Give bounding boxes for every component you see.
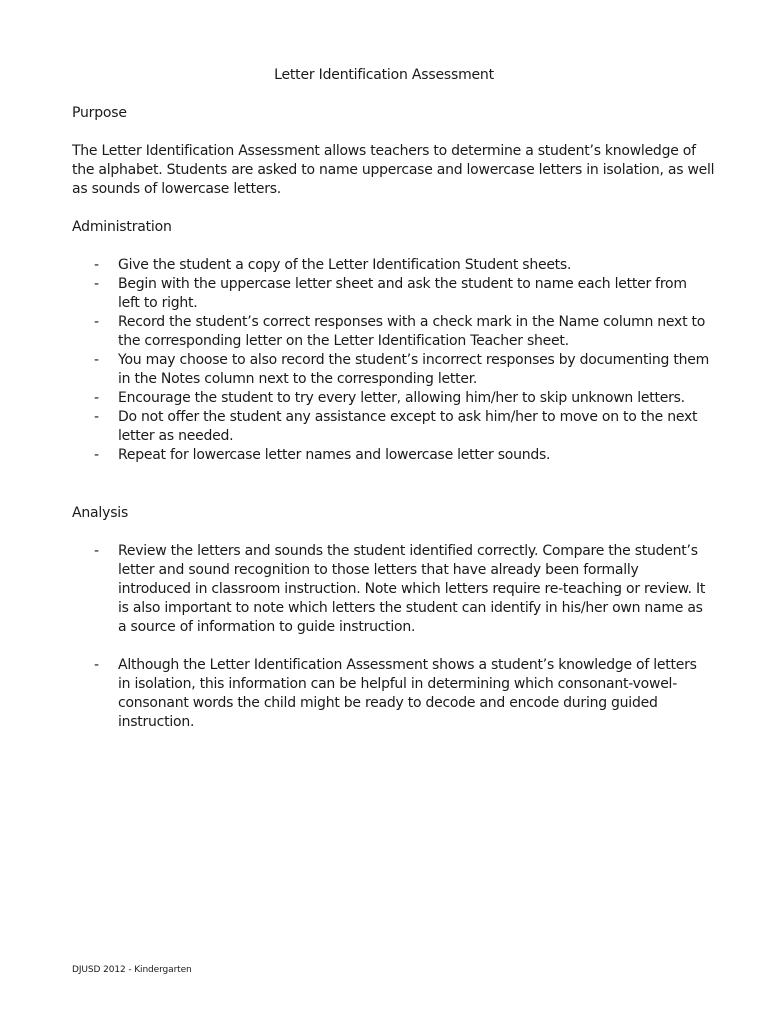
bullet-dash: - <box>94 276 99 292</box>
administration-heading: Administration <box>72 219 172 235</box>
list-item <box>72 389 712 408</box>
bullet-dash: - <box>94 314 99 330</box>
bullet-dash: - <box>94 657 99 673</box>
list-item <box>72 351 712 389</box>
list-item <box>72 256 712 275</box>
bullet-dash: - <box>94 543 99 559</box>
list-item-text: Encourage the student to try every letter, allowing him/her to skip unknown letters. <box>118 390 685 406</box>
list-item-text: Do not offer the student any assistance except to ask him/her to move on to the next letter as needed. <box>118 409 698 444</box>
list-item <box>72 446 712 465</box>
list-item <box>72 275 712 313</box>
purpose-heading: Purpose <box>72 105 127 121</box>
list-item-text: Repeat for lowercase letter names and lowercase letter sounds. <box>118 447 551 463</box>
list-item-text: You may choose to also record the student’s incorrect responses by documenting them in the Notes column next to the corresponding letter. <box>118 352 709 387</box>
list-item-text: Begin with the uppercase letter sheet and ask the student to name each letter from left to right. <box>118 276 687 311</box>
document-title: Letter Identification Assessment <box>274 67 494 83</box>
list-item <box>72 656 712 732</box>
bullet-dash: - <box>94 390 99 406</box>
purpose-paragraph: The Letter Identification Assessment allows teachers to determine a student’s knowledge of the alphabet. Students are asked to name uppercase and lowercase letters in isolation, as well as sounds of lowercase letters. <box>72 143 715 197</box>
list-item <box>72 313 712 351</box>
list-item <box>72 542 712 637</box>
list-item <box>72 408 712 446</box>
analysis-heading: Analysis <box>72 505 129 521</box>
bullet-dash: - <box>94 409 99 425</box>
list-item-text: Although the Letter Identification Assessment shows a student’s knowledge of letters in isolation, this information can be helpful in determining which consonant-vowel-consonant words the child might be ready to decode and encode during guided instruction. <box>118 657 697 730</box>
list-item-text: Review the letters and sounds the student identified correctly. Compare the student’s letter and sound recognition to those letters that have already been formally introduced in classroom instruction. Note which letters require re-teaching or review. It is also important to note which letters the student can identify in his/her own name as a source of information to guide instruction. <box>118 543 706 635</box>
page-footer: DJUSD 2012 - Kindergarten <box>72 965 192 975</box>
bullet-dash: - <box>94 447 99 463</box>
bullet-dash: - <box>94 352 99 368</box>
analysis-list <box>72 542 712 732</box>
list-item-text: Record the student’s correct responses with a check mark in the Name column next to the corresponding letter on the Letter Identification Teacher sheet. <box>118 314 706 349</box>
list-item-text: Give the student a copy of the Letter Identification Student sheets. <box>118 257 572 273</box>
bullet-dash: - <box>94 257 99 273</box>
administration-list <box>72 256 712 465</box>
